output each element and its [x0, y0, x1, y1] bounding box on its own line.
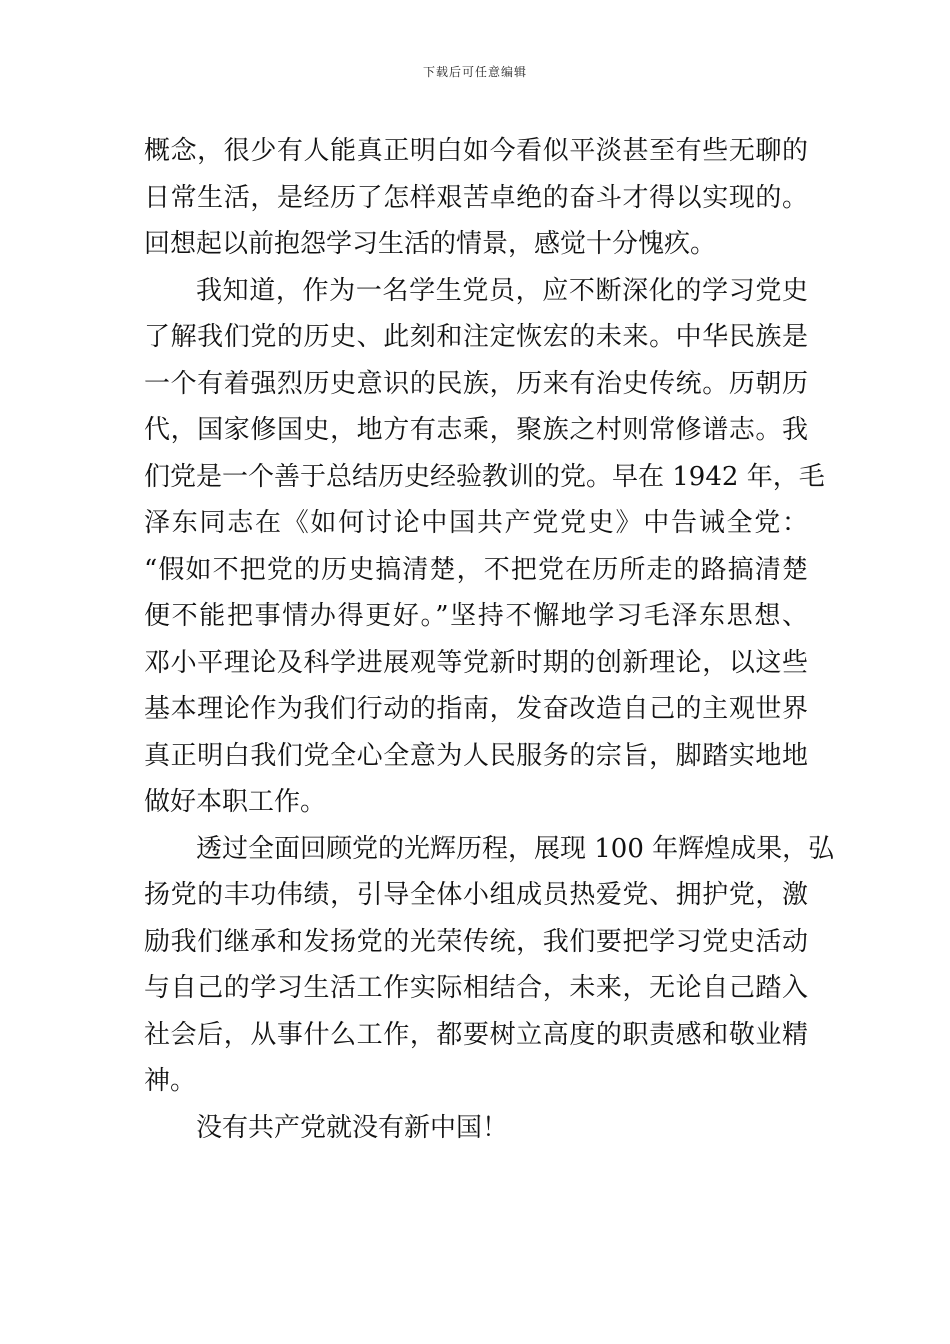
text-line: 我知道，作为一名学生党员，应不断深化的学习党史: [196, 275, 808, 306]
text-line: 没有共产党就没有新中国！: [196, 1112, 509, 1143]
text-line: 日常生活，是经历了怎样艰苦卓绝的奋斗才得以实现的。: [144, 182, 808, 213]
text-line: 了解我们党的历史、此刻和注定恢宏的未来。中华民族是: [144, 322, 808, 352]
paragraph-3: [144, 826, 835, 1105]
text-line: 做好本职工作。: [144, 787, 327, 817]
text-line: 便不能把事情办得更好。”坚持不懈地学习毛泽东思想、: [144, 601, 808, 631]
text-line: 一个有着强烈历史意识的民族，历来有治史传统。历朝历: [144, 368, 808, 399]
page-header: 下载后可任意编辑: [422, 65, 527, 79]
paragraph-1: [144, 128, 808, 268]
text-line: 神。: [144, 1066, 197, 1096]
text-line: 回想起以前抱怨学习生活的情景，感觉十分愧疚。: [144, 229, 717, 259]
text-line: 概念，很少有人能真正明白如今看似平淡甚至有些无聊的: [144, 136, 808, 166]
paragraph-4: [144, 1105, 808, 1152]
text-line: 扬党的丰功伟绩，引导全体小组成员热爱党、拥护党，激: [144, 880, 808, 910]
text-line: 泽东同志在《如何讨论中国共产党党史》中告诫全党：: [144, 508, 808, 538]
text-line: 基本理论作为我们行动的指南，发奋改造自己的主观世界: [144, 694, 808, 724]
text-line: 励我们继承和发扬党的光荣传统，我们要把学习党史活动: [144, 926, 808, 957]
text-line: 与自己的学习生活工作实际相结合，未来，无论自己踏入: [144, 973, 808, 1003]
text-line: 透过全面回顾党的光辉历程，展现 100 年辉煌成果，弘: [196, 833, 835, 864]
text-line: 代，国家修国史，地方有志乘，聚族之村则常修谱志。我: [144, 415, 808, 445]
text-line: 们党是一个善于总结历史经验教训的党。早在 1942 年，毛: [144, 461, 825, 492]
document-body: [144, 128, 835, 1151]
text-line: 真正明白我们党全心全意为人民服务的宗旨，脚踏实地地: [144, 740, 808, 771]
text-line: “假如不把党的历史搞清楚，不把党在历所走的路搞清楚: [144, 554, 808, 585]
text-line: 邓小平理论及科学进展观等党新时期的创新理论，以这些: [144, 647, 808, 678]
paragraph-2: [144, 268, 825, 826]
text-line: 社会后，从事什么工作，都要树立高度的职责感和敬业精: [144, 1019, 808, 1050]
